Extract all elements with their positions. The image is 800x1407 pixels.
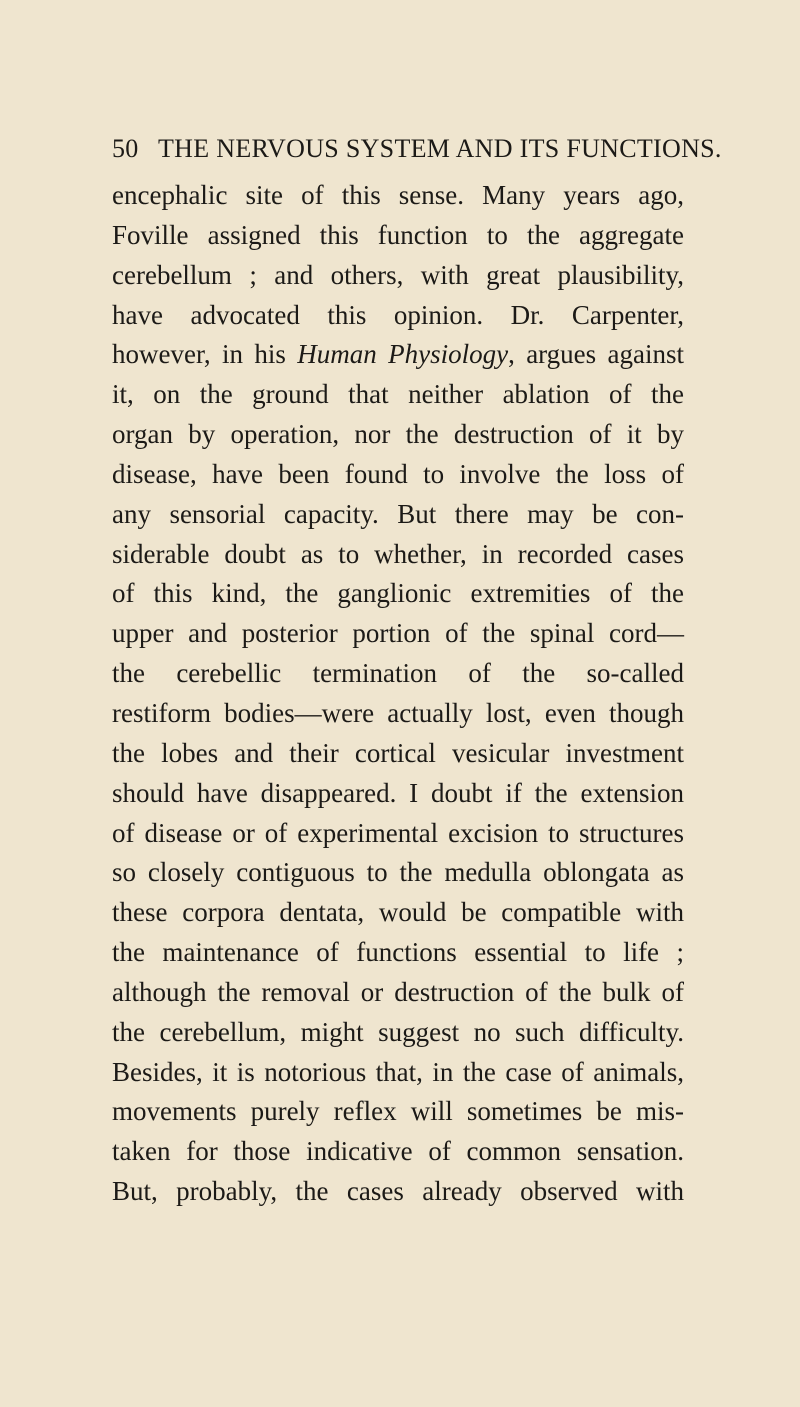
text-line: of disease or of experimental excision to structures (112, 817, 684, 848)
text-line: movements purely reflex will sometimes be mis- (112, 1096, 684, 1127)
text-line: should have disappeared. I doubt if the extension (112, 777, 684, 808)
text-line: although the removal or destruction of the bulk of (112, 976, 684, 1007)
text-line: disease, have been found to involve the loss of (112, 458, 684, 489)
text-line: upper and posterior portion of the spinal cord— (112, 618, 684, 649)
text-line: siderable doubt as to whether, in recorded cases (112, 538, 684, 569)
body-text (112, 176, 684, 1212)
text-line: it, on the ground that neither ablation of the (112, 379, 684, 410)
text-line: of this kind, the ganglionic extremities of the (112, 578, 684, 609)
running-head: THE NERVOUS SYSTEM AND ITS FUNCTIONS. (158, 134, 722, 163)
text-line: cerebellum ; and others, with great plausibility, (112, 259, 684, 290)
text-line: have advocated this opinion. Dr. Carpenter, (112, 299, 684, 330)
text-line: Besides, it is notorious that, in the case of animals, (112, 1056, 684, 1087)
text-line: encephalic site of this sense. Many years ago, (112, 180, 684, 210)
text-line: the cerebellum, might suggest no such difficulty. (112, 1016, 684, 1047)
text-line: the cerebellic termination of the so-called (112, 658, 684, 689)
page-number: 50 (112, 134, 139, 163)
text-segment: however, in his (112, 339, 298, 370)
text-line: But, probably, the cases already observed with (112, 1176, 684, 1207)
text-line: any sensorial capacity. But there may be con- (112, 498, 684, 529)
text-line: restiform bodies—were actually lost, even though (112, 697, 684, 728)
text-segment: , argues against (508, 339, 685, 370)
text-line: taken for those indicative of common sensation. (112, 1136, 684, 1167)
text-line: organ by operation, nor the destruction of it by (112, 419, 684, 450)
text-line: so closely contiguous to the medulla oblongata as (112, 857, 684, 888)
page-header (112, 134, 722, 164)
text-line: the maintenance of functions essential to life ; (112, 937, 684, 968)
text-line: the lobes and their cortical vesicular investment (112, 737, 684, 768)
book-title: Human Physiology (297, 339, 509, 370)
text-line (112, 335, 684, 375)
text-line: these corpora dentata, would be compatible with (112, 897, 684, 928)
text-line: Foville assigned this function to the aggregate (112, 219, 684, 250)
